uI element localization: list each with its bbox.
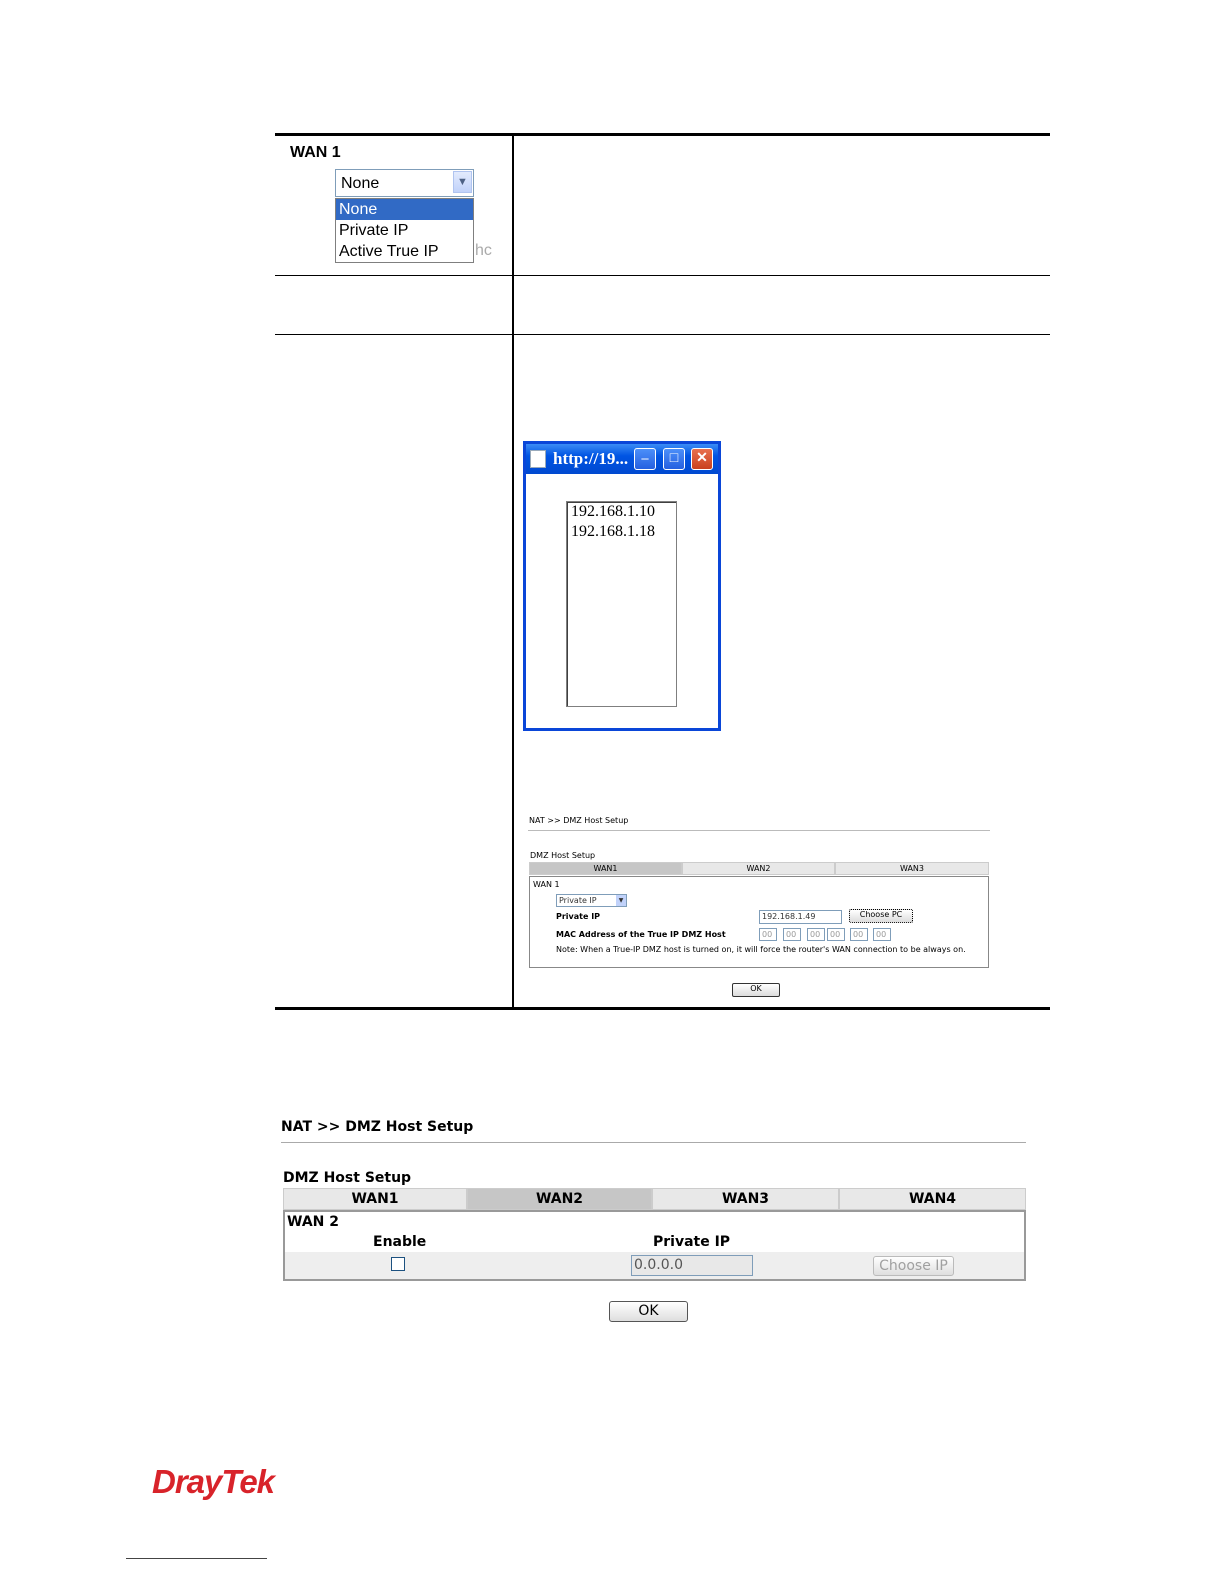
ie-page-icon — [530, 450, 546, 468]
choose-ip-button[interactable]: Choose IP — [873, 1256, 954, 1276]
wan1-mode-select[interactable] — [335, 169, 474, 197]
draytek-logo: DrayTek — [152, 1463, 275, 1500]
small-private-ip-input[interactable]: 192.168.1.49 — [759, 910, 842, 924]
tab-wan1[interactable]: WAN1 — [529, 862, 682, 875]
private-ip-label: Private IP — [653, 1234, 731, 1250]
wan1-selected-value: None — [341, 175, 380, 192]
mac-octet-6[interactable]: 00 — [873, 928, 891, 941]
tab-wan2[interactable]: WAN2 — [467, 1188, 652, 1210]
ip-list-item[interactable]: 192.168.1.18 — [571, 523, 655, 540]
clipped-text: hc — [475, 242, 492, 259]
option-private-ip[interactable]: Private IP — [339, 222, 409, 239]
ip-list-item[interactable]: 192.168.1.10 — [571, 503, 655, 520]
small-note: Note: When a True-IP DMZ host is turned on, it will force the router's WAN connection to be always on. — [556, 945, 966, 954]
mac-octet-1[interactable]: 00 — [759, 928, 777, 941]
wan1-label: WAN 1 — [290, 144, 341, 161]
choose-pc-popup — [523, 441, 721, 731]
tab-wan2[interactable]: WAN2 — [682, 862, 835, 875]
tab-wan4[interactable]: WAN4 — [839, 1188, 1026, 1210]
small-wan-label: WAN 1 — [533, 880, 560, 889]
enable-checkbox[interactable] — [391, 1257, 405, 1271]
minimize-icon[interactable]: – — [634, 448, 656, 470]
mac-octet-3[interactable]: 00 — [807, 928, 825, 941]
ok-button[interactable]: OK — [609, 1301, 688, 1322]
small-private-ip-label: Private IP — [556, 912, 601, 921]
large-breadcrumb: NAT >> DMZ Host Setup — [281, 1119, 474, 1135]
small-choose-pc-button[interactable]: Choose PC — [849, 909, 913, 923]
enable-label: Enable — [373, 1234, 427, 1250]
small-mac-label: MAC Address of the True IP DMZ Host — [556, 930, 726, 939]
small-mode-select[interactable] — [556, 894, 627, 907]
small-mode-value: Private IP — [559, 896, 597, 905]
small-section-title: DMZ Host Setup — [530, 851, 596, 860]
tab-wan1[interactable]: WAN1 — [283, 1188, 467, 1210]
option-active-true-ip[interactable]: Active True IP — [339, 243, 439, 260]
mac-octet-2[interactable]: 00 — [783, 928, 801, 941]
mac-octet-4[interactable]: 00 — [827, 928, 845, 941]
small-breadcrumb: NAT >> DMZ Host Setup — [529, 816, 629, 825]
table-top-rule — [275, 133, 1050, 136]
wan1-options-list — [335, 198, 474, 263]
large-section-title: DMZ Host Setup — [283, 1170, 412, 1186]
large-wan-label: WAN 2 — [287, 1214, 339, 1230]
footer-rule — [126, 1558, 267, 1559]
private-ip-input[interactable]: 0.0.0.0 — [631, 1255, 753, 1276]
table-bottom-rule — [275, 1007, 1050, 1010]
tab-wan3[interactable]: WAN3 — [652, 1188, 839, 1210]
table-row-rule — [275, 334, 1050, 335]
table-column-divider — [512, 136, 514, 1007]
small-breadcrumb-rule — [528, 830, 990, 831]
tab-wan3[interactable]: WAN3 — [835, 862, 989, 875]
popup-title-bar — [526, 444, 718, 474]
option-none[interactable]: None — [336, 199, 473, 220]
table-row-rule — [275, 275, 1050, 276]
maximize-icon[interactable]: □ — [663, 448, 685, 470]
chevron-down-icon: ▼ — [616, 895, 626, 906]
small-ok-button[interactable]: OK — [732, 983, 780, 997]
large-breadcrumb-rule — [281, 1142, 1026, 1143]
popup-title: http://19... — [553, 449, 629, 468]
chevron-down-icon[interactable]: ▼ — [453, 171, 472, 193]
mac-octet-5[interactable]: 00 — [850, 928, 868, 941]
close-icon[interactable]: ✕ — [691, 448, 713, 470]
ip-list-box[interactable] — [566, 501, 677, 707]
